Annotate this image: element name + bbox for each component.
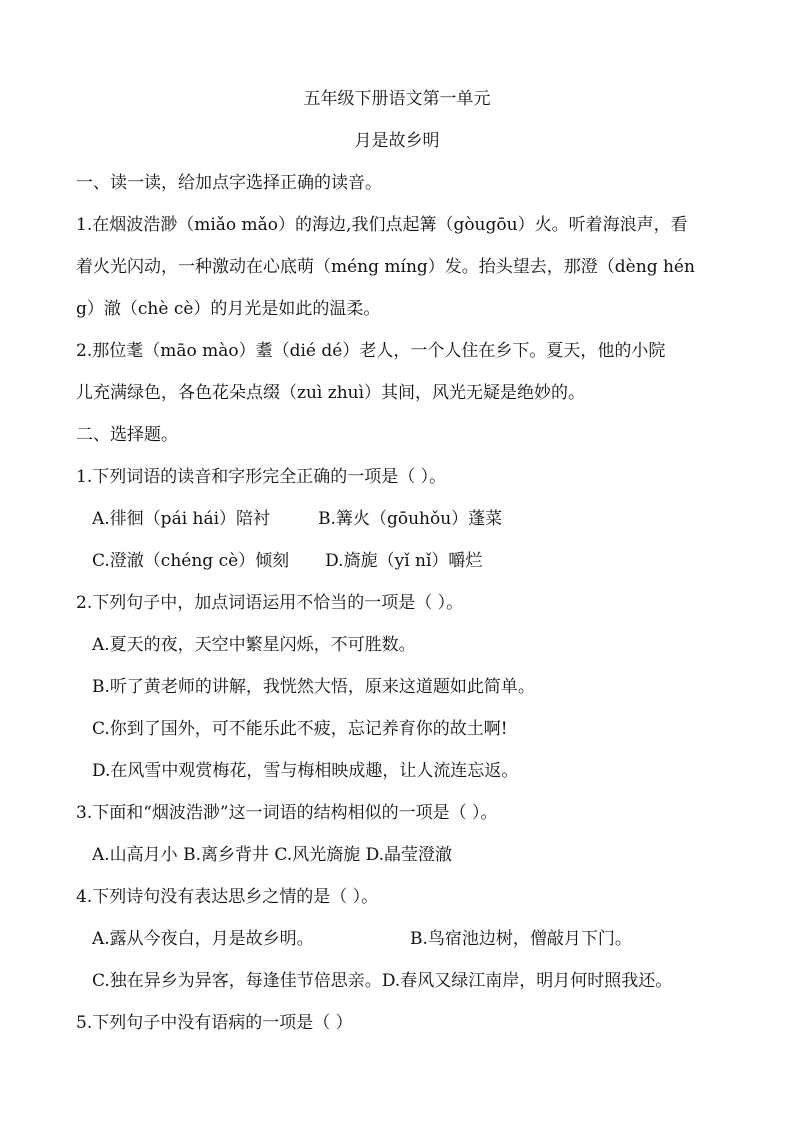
- s2-q2-stem: 2.下列句子中，加点词语运用不恰当的一项是（ ）。: [76, 593, 464, 613]
- s2-q4-option-d: D.春风又绿江南岸，明月何时照我还。: [381, 971, 673, 991]
- s2-q4-option-c: C.独在异乡为异客，每逢佳节倍思亲。: [92, 971, 382, 991]
- section-two-heading: 二、选择题。: [76, 425, 178, 445]
- page-subtitle: 月是故乡明: [354, 131, 440, 151]
- s2-q2-option-b: B.听了黄老师的讲解，我恍然大悟，原来这道题如此简单。: [92, 677, 535, 697]
- s2-q1-options-row-2: [92, 550, 482, 572]
- s2-q3-options: A.山高月小 B.离乡背井 C.风光旖旎 D.晶莹澄澈: [92, 845, 453, 865]
- s2-q1-option-b: B.篝火（gōuhǒu）蓬菜: [318, 509, 503, 529]
- s2-q1-options-row-1: [92, 508, 502, 530]
- s1-q2-line-2: 儿充满绿色，各色花朵点缀（zuì zhuì）其间，风光无疑是绝妙的。: [76, 383, 586, 403]
- s1-q1-line-1: 1.在烟波浩渺（miǎo mǎo）的海边,我们点起篝（gòugōu）火。听着海浪声，看: [76, 215, 688, 235]
- s1-q2-line-1: 2.那位耄（māo mào）耋（dié dé）老人，一个人住在乡下。夏天，他的小院: [76, 341, 666, 361]
- s2-q1-option-c: C.澄澈（chéng cè）倾刻: [92, 551, 290, 571]
- s2-q2-option-d: D.在风雪中观赏梅花，雪与梅相映成趣，让人流连忘返。: [92, 761, 519, 781]
- s2-q4-option-a: A.露从今夜白，月是故乡明。: [92, 929, 314, 949]
- s2-q5-stem: 5.下列句子中没有语病的一项是（ ）: [76, 1013, 353, 1033]
- s1-q1-line-2: 着火光闪动，一种激动在心底萌（méng míng）发。抬头望去，那澄（dèng hén: [76, 257, 695, 277]
- s2-q1-stem: 1.下列词语的读音和字形完全正确的一项是（ ）。: [76, 467, 447, 487]
- s2-q3-stem: 3.下面和“烟波浩渺”这一词语的结构相似的一项是（ ）。: [76, 803, 498, 823]
- s2-q4-options-row-1: [92, 928, 632, 950]
- page-title: 五年级下册语文第一单元: [303, 89, 491, 109]
- s2-q4-stem: 4.下列诗句没有表达思乡之情的是（ ）。: [76, 887, 379, 907]
- s2-q2-option-a: A.夏天的夜，天空中繁星闪烁，不可胜数。: [92, 635, 416, 655]
- section-one-heading: 一、读一读，给加点字选择正确的读音。: [76, 173, 382, 193]
- s2-q1-option-a: A.徘徊（pái hái）陪衬: [92, 509, 271, 529]
- s2-q2-option-c: C.你到了国外，可不能乐此不疲，忘记养育你的故土啊!: [92, 719, 508, 739]
- s2-q4-option-b: B.鸟宿池边树，僧敲月下门。: [410, 929, 632, 949]
- s2-q4-options-row-2: [92, 970, 672, 992]
- s2-q1-option-d: D.旖旎（yǐ nǐ）嚼烂: [325, 551, 483, 571]
- s1-q1-line-3: g）澈（chè cè）的月光是如此的温柔。: [76, 299, 381, 319]
